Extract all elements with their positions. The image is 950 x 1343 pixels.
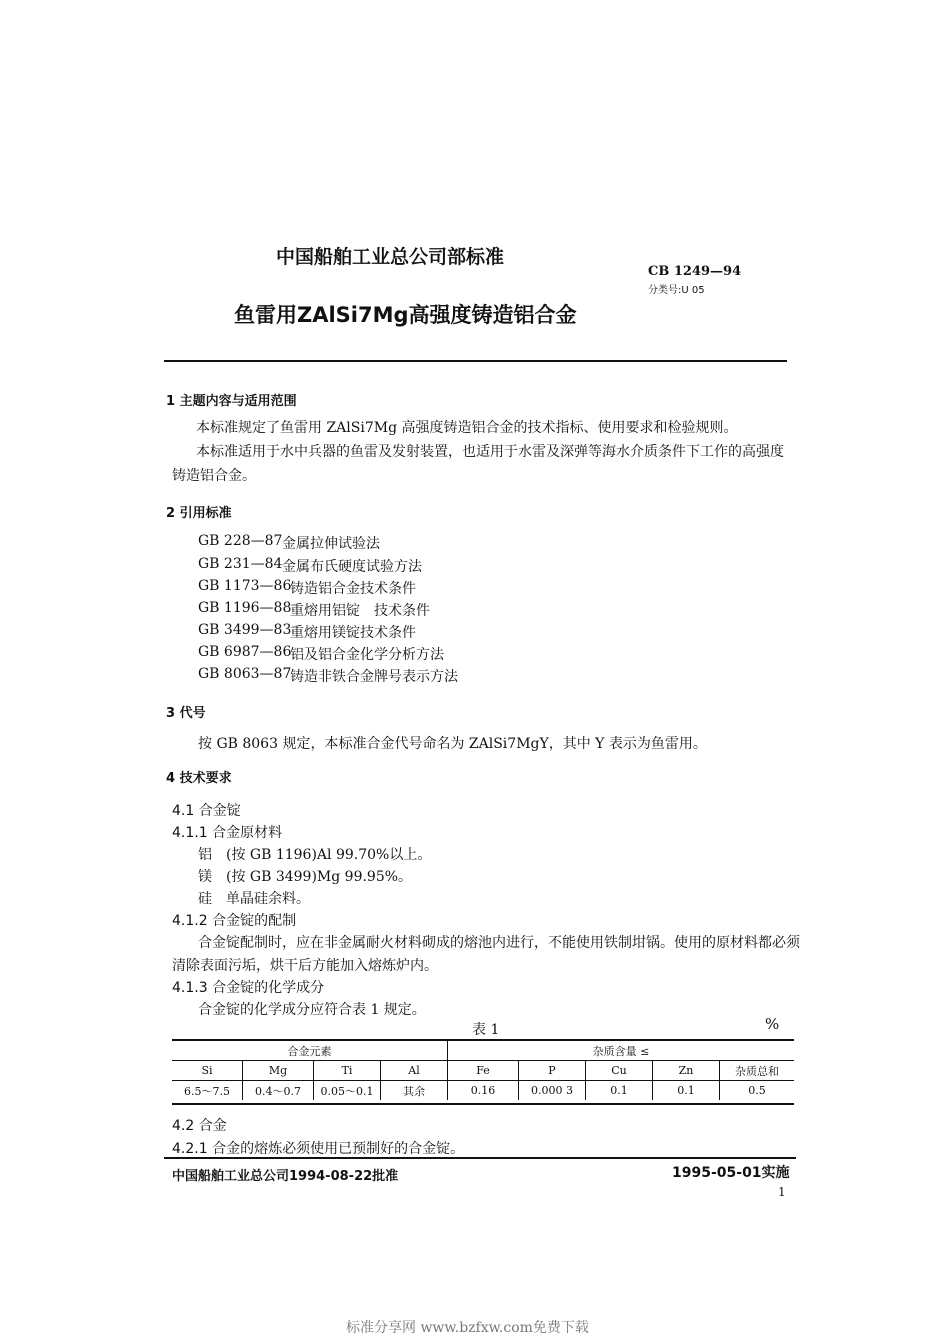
section-3-heading: 3 代号 [166,706,206,721]
ref-title: 金属拉伸试验法 [282,536,380,552]
table-value-cell: 6.5～7.5 [184,1084,230,1098]
ref-code: GB 3499—83 [198,622,292,638]
document-title: 鱼雷用ZAlSi7Mg高强度铸造铝合金 [234,303,577,327]
table-header-cell: Ti [314,1061,381,1081]
section-4-1-2-heading: 4.1.2 合金锭的配制 [172,913,297,929]
ref-title: 铸造铝合金技术条件 [290,581,416,597]
material-magnesium: 镁 (按 GB 3499)Mg 99.95%。 [198,869,413,885]
composition-table [172,1041,794,1100]
table-header-cell: 杂质总和 [720,1061,795,1081]
section-1-paragraph-2-cont: 铸造铝合金。 [172,468,256,484]
table-header-cell: Fe [448,1061,519,1081]
table-unit: % [765,1015,780,1033]
ref-code: GB 231—84 [198,556,283,572]
table-value-cell: 0.4～0.7 [243,1081,314,1101]
material-aluminum: 铝 (按 GB 1196)Al 99.70%以上。 [198,847,432,863]
table-group-impurities: 杂质含量 ≤ [448,1041,795,1061]
table-header-cell: Mg [243,1061,314,1081]
page-number: 1 [778,1185,786,1199]
table-caption: 表 1 [472,1022,500,1038]
section-4-1-2-paragraph-cont: 清除表面污垢，烘干后方能加入熔炼炉内。 [172,958,438,974]
effective-date: 1995-05-01实施 [672,1165,790,1181]
ref-code: GB 8063—87 [198,666,292,682]
table-value-cell: 0.1 [586,1081,653,1101]
table-group-alloy-elements: 合金元素 [172,1041,448,1061]
table-bottom-rule [172,1103,794,1105]
classification-number: 分类号:U 05 [648,285,705,296]
ref-title: 重熔用铝锭 技术条件 [290,603,430,619]
section-4-heading: 4 技术要求 [166,771,232,786]
material-silicon: 硅 单晶硅余料。 [198,891,310,907]
section-3-paragraph: 按 GB 8063 规定，本标准合金代号命名为 ZAlSi7MgY，其中 Y 表示为鱼雷用。 [198,736,707,752]
table-header-cell: Zn [653,1061,720,1081]
section-1-paragraph-1: 本标准规定了鱼雷用 ZAlSi7Mg 高强度铸造铝合金的技术指标、使用要求和检验规则。 [196,420,738,436]
header-divider [164,360,787,362]
ref-code: GB 6987—86 [198,644,292,660]
table-value-cell: 0.05～0.1 [314,1081,381,1101]
section-2-heading: 2 引用标准 [166,506,232,521]
section-4-1-1-heading: 4.1.1 合金原材料 [172,825,283,841]
table-value-cell: 其余 [381,1081,448,1101]
table-header-cell: Si [172,1061,243,1081]
watermark-footer: 标准分享网 www.bzfxw.com免费下载 [346,1320,589,1336]
footer-divider [164,1157,796,1159]
section-4-1-3-heading: 4.1.3 合金锭的化学成分 [172,980,325,996]
ref-code: GB 1173—86 [198,578,292,594]
section-4-2-heading: 4.2 合金 [172,1118,227,1134]
ref-title: 重熔用镁锭技术条件 [290,625,416,641]
section-1-paragraph-2: 本标准适用于水中兵器的鱼雷及发射装置，也适用于水雷及深弹等海水介质条件下工作的高强度 [196,444,784,460]
table-header-cell: Cu [586,1061,653,1081]
section-4-1-2-paragraph: 合金锭配制时，应在非金属耐火材料砌成的熔池内进行，不能使用铁制坩锅。使用的原材料都必须 [198,935,800,951]
table-header-cell: P [519,1061,586,1081]
section-4-2-1-paragraph: 4.2.1 合金的熔炼必须使用已预制好的合金锭。 [172,1141,465,1157]
ref-title: 金属布氏硬度试验方法 [282,559,422,575]
table-value-cell: 0.1 [653,1081,720,1101]
ref-code: GB 1196—88 [198,600,292,616]
ref-title: 铸造非铁合金牌号表示方法 [290,669,458,685]
table-header-cell: Al [381,1061,448,1081]
table-value-cell: 0.000 3 [519,1081,586,1101]
ref-title: 铝及铝合金化学分析方法 [290,647,444,663]
ref-code: GB 228—87 [198,533,283,549]
table-value-cell: 0.5 [720,1081,795,1101]
section-4-1-3-paragraph: 合金锭的化学成分应符合表 1 规定。 [198,1002,426,1018]
standard-number: CB 1249—94 [648,264,742,279]
approval-line: 中国船舶工业总公司1994-08-22批准 [172,1169,399,1184]
section-4-1-heading: 4.1 合金锭 [172,803,241,819]
section-1-heading: 1 主题内容与适用范围 [166,394,297,409]
table-value-cell: 0.16 [448,1081,519,1101]
org-title: 中国船舶工业总公司部标准 [276,246,505,268]
